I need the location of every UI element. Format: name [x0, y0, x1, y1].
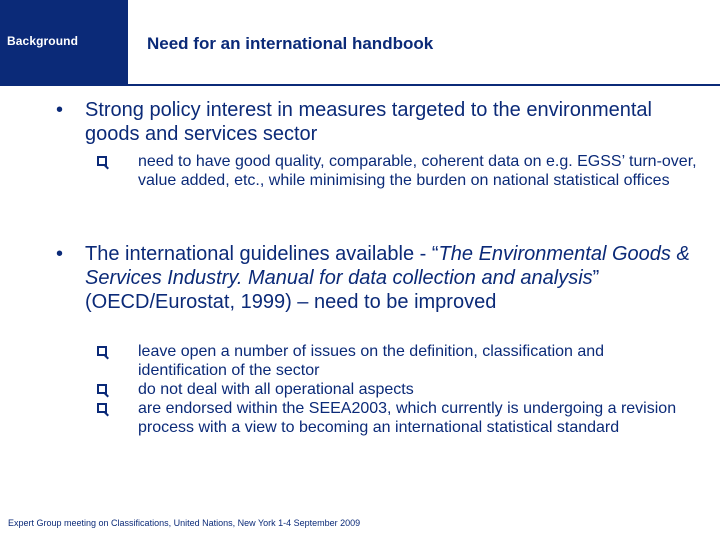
sub-list-1: [97, 152, 697, 190]
sub-item-text: are endorsed within the SEEA2003, which currently is undergoing a revision process with a view to becoming an international statistical standard: [138, 400, 677, 436]
sub-item-text: leave open a number of issues on the definition, classification and identification of the sector: [138, 343, 605, 379]
sub-item-text: do not deal with all operational aspects: [138, 381, 414, 398]
section-tab: [0, 0, 128, 84]
bullet-text-1: Strong policy interest in measures targeted to the environmental goods and services sector: [85, 99, 652, 145]
sub-item: [97, 399, 697, 437]
sub-item: [97, 380, 697, 399]
footer-text: Expert Group meeting on Classifications, United Nations, New York 1-4 September 2009: [8, 518, 361, 528]
checkbox-bullet-icon: [97, 346, 107, 356]
manual-title: The Environmental Goods & Services Industry. Manual for data collection and analysis: [85, 243, 690, 289]
bullet-text-2: [85, 242, 705, 314]
section-tab-label: Background: [7, 34, 79, 48]
sub-item: [97, 152, 697, 190]
checkbox-bullet-icon: [97, 403, 107, 413]
bullet-text-part1: The international guidelines available - “: [85, 243, 439, 265]
sub-item: [97, 342, 697, 380]
checkbox-bullet-icon: [97, 384, 107, 394]
slide-title: Need for an international handbook: [147, 34, 434, 53]
sub-item-text: need to have good quality, comparable, coherent data on e.g. EGSS’ turn-over, value added, etc., while minimising the burden on national statistical offices: [138, 153, 697, 189]
sub-list-2: [97, 342, 697, 437]
header-divider: [0, 84, 720, 86]
bullet-text-part2: ” (OECD/Eurostat, 1999) – need to be improved: [85, 267, 600, 313]
bullet-icon: •: [56, 99, 64, 121]
bullet-icon: •: [56, 243, 64, 265]
checkbox-bullet-icon: [97, 156, 107, 166]
